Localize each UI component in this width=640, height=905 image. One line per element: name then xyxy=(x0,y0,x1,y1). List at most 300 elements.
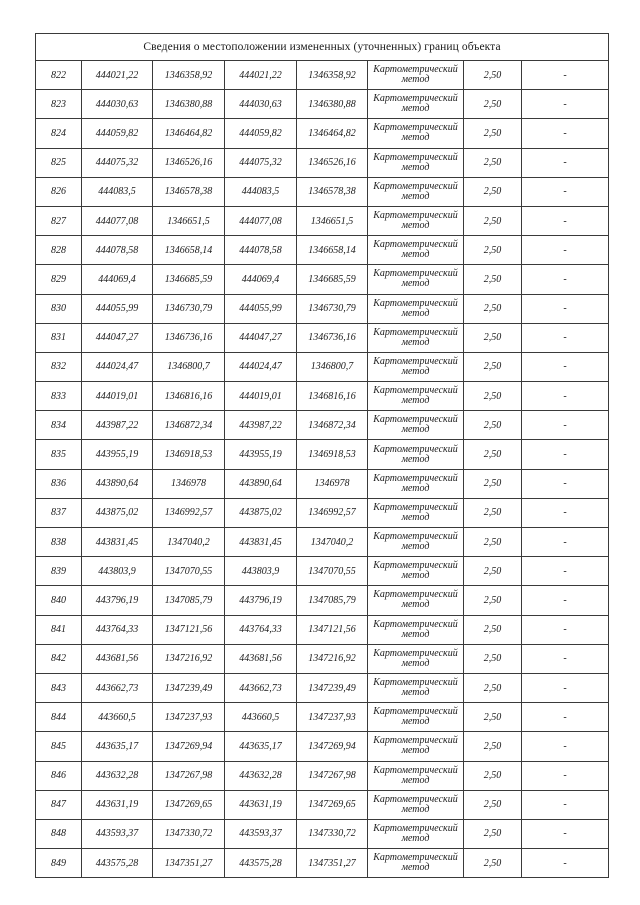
note-cell: - xyxy=(522,761,609,790)
accuracy-cell: 2,50 xyxy=(464,294,522,323)
existing-y-cell: 1347085,79 xyxy=(153,586,225,615)
existing-y-cell: 1347330,72 xyxy=(153,819,225,848)
updated-x-cell: 443593,37 xyxy=(225,819,297,848)
updated-x-cell: 444021,22 xyxy=(225,61,297,90)
accuracy-cell: 2,50 xyxy=(464,236,522,265)
method-cell xyxy=(368,352,464,381)
existing-x-cell: 443593,37 xyxy=(82,819,153,848)
note-cell: - xyxy=(522,557,609,586)
existing-y-cell: 1346800,7 xyxy=(153,352,225,381)
updated-x-cell: 443660,5 xyxy=(225,703,297,732)
table-row xyxy=(36,644,609,673)
method-cell xyxy=(368,615,464,644)
point-number-cell: 844 xyxy=(36,703,82,732)
updated-y-cell: 1346872,34 xyxy=(297,411,368,440)
method-cell xyxy=(368,411,464,440)
existing-y-cell: 1347269,65 xyxy=(153,790,225,819)
accuracy-cell: 2,50 xyxy=(464,177,522,206)
existing-y-cell: 1346872,34 xyxy=(153,411,225,440)
updated-x-cell: 444083,5 xyxy=(225,177,297,206)
existing-y-cell: 1346578,38 xyxy=(153,177,225,206)
point-number-cell: 830 xyxy=(36,294,82,323)
existing-x-cell: 444030,63 xyxy=(82,90,153,119)
note-cell: - xyxy=(522,323,609,352)
updated-x-cell: 443662,73 xyxy=(225,673,297,702)
existing-x-cell: 443803,9 xyxy=(82,557,153,586)
note-cell: - xyxy=(522,90,609,119)
updated-y-cell: 1346658,14 xyxy=(297,236,368,265)
method-line-1: Картометрический xyxy=(373,210,458,222)
method-cell xyxy=(368,498,464,527)
updated-y-cell: 1346736,16 xyxy=(297,323,368,352)
method-cell xyxy=(368,148,464,177)
note-cell: - xyxy=(522,644,609,673)
updated-x-cell: 444075,32 xyxy=(225,148,297,177)
method-cell xyxy=(368,849,464,878)
table-row xyxy=(36,440,609,469)
table-title: Сведения о местоположении измененных (уточненных) границ объекта xyxy=(36,34,609,61)
existing-y-cell: 1347239,49 xyxy=(153,673,225,702)
method-line-2: метод xyxy=(401,424,430,436)
point-number-cell: 833 xyxy=(36,382,82,411)
existing-x-cell: 443875,02 xyxy=(82,498,153,527)
method-line-1: Картометрический xyxy=(373,852,458,864)
accuracy-cell: 2,50 xyxy=(464,644,522,673)
existing-x-cell: 443796,19 xyxy=(82,586,153,615)
accuracy-cell: 2,50 xyxy=(464,440,522,469)
point-number-cell: 829 xyxy=(36,265,82,294)
existing-x-cell: 444078,58 xyxy=(82,236,153,265)
note-cell: - xyxy=(522,732,609,761)
accuracy-cell: 2,50 xyxy=(464,790,522,819)
accuracy-cell: 2,50 xyxy=(464,615,522,644)
method-line-1: Картометрический xyxy=(373,735,458,747)
method-line-1: Картометрический xyxy=(373,443,458,455)
method-line-2: метод xyxy=(401,336,430,348)
updated-y-cell: 1347070,55 xyxy=(297,557,368,586)
table-row xyxy=(36,586,609,615)
accuracy-cell: 2,50 xyxy=(464,411,522,440)
existing-x-cell: 443635,17 xyxy=(82,732,153,761)
existing-x-cell: 443681,56 xyxy=(82,644,153,673)
method-line-1: Картометрический xyxy=(373,793,458,805)
method-line-2: метод xyxy=(401,482,430,494)
point-number-cell: 849 xyxy=(36,849,82,878)
accuracy-cell: 2,50 xyxy=(464,206,522,235)
note-cell: - xyxy=(522,673,609,702)
note-cell: - xyxy=(522,849,609,878)
updated-y-cell: 1347216,92 xyxy=(297,644,368,673)
note-cell: - xyxy=(522,411,609,440)
updated-y-cell: 1347237,93 xyxy=(297,703,368,732)
method-line-2: метод xyxy=(401,395,430,407)
point-number-cell: 827 xyxy=(36,206,82,235)
method-line-1: Картометрический xyxy=(373,93,458,105)
existing-x-cell: 444075,32 xyxy=(82,148,153,177)
method-line-2: метод xyxy=(401,774,430,786)
accuracy-cell: 2,50 xyxy=(464,323,522,352)
note-cell: - xyxy=(522,498,609,527)
method-cell xyxy=(368,90,464,119)
updated-y-cell: 1347351,27 xyxy=(297,849,368,878)
note-cell: - xyxy=(522,440,609,469)
method-line-2: метод xyxy=(401,687,430,699)
point-number-cell: 824 xyxy=(36,119,82,148)
method-line-1: Картометрический xyxy=(373,618,458,630)
point-number-cell: 826 xyxy=(36,177,82,206)
method-line-2: метод xyxy=(401,657,430,669)
method-line-1: Картометрический xyxy=(373,122,458,134)
accuracy-cell: 2,50 xyxy=(464,90,522,119)
method-line-1: Картометрический xyxy=(373,531,458,543)
updated-y-cell: 1346651,5 xyxy=(297,206,368,235)
existing-y-cell: 1347121,56 xyxy=(153,615,225,644)
existing-y-cell: 1346658,14 xyxy=(153,236,225,265)
method-cell xyxy=(368,761,464,790)
point-number-cell: 840 xyxy=(36,586,82,615)
note-cell: - xyxy=(522,615,609,644)
point-number-cell: 823 xyxy=(36,90,82,119)
method-cell xyxy=(368,644,464,673)
method-line-1: Картометрический xyxy=(373,589,458,601)
method-line-1: Картометрический xyxy=(373,472,458,484)
accuracy-cell: 2,50 xyxy=(464,673,522,702)
table-row xyxy=(36,703,609,732)
updated-x-cell: 443632,28 xyxy=(225,761,297,790)
method-line-2: метод xyxy=(401,132,430,144)
note-cell: - xyxy=(522,177,609,206)
existing-y-cell: 1347267,98 xyxy=(153,761,225,790)
point-number-cell: 838 xyxy=(36,528,82,557)
method-line-1: Картометрический xyxy=(373,560,458,572)
table-row xyxy=(36,615,609,644)
point-number-cell: 846 xyxy=(36,761,82,790)
table-row xyxy=(36,119,609,148)
updated-y-cell: 1347239,49 xyxy=(297,673,368,702)
method-cell xyxy=(368,236,464,265)
method-cell xyxy=(368,819,464,848)
existing-x-cell: 444069,4 xyxy=(82,265,153,294)
updated-y-cell: 1347040,2 xyxy=(297,528,368,557)
method-line-1: Картометрический xyxy=(373,764,458,776)
updated-y-cell: 1347330,72 xyxy=(297,819,368,848)
note-cell: - xyxy=(522,294,609,323)
method-line-1: Картометрический xyxy=(373,822,458,834)
updated-y-cell: 1346464,82 xyxy=(297,119,368,148)
method-line-2: метод xyxy=(401,599,430,611)
existing-y-cell: 1346464,82 xyxy=(153,119,225,148)
existing-y-cell: 1347070,55 xyxy=(153,557,225,586)
method-line-2: метод xyxy=(401,832,430,844)
updated-y-cell: 1347267,98 xyxy=(297,761,368,790)
method-line-2: метод xyxy=(401,716,430,728)
note-cell: - xyxy=(522,790,609,819)
method-cell xyxy=(368,294,464,323)
method-cell xyxy=(368,586,464,615)
point-number-cell: 825 xyxy=(36,148,82,177)
updated-y-cell: 1346992,57 xyxy=(297,498,368,527)
note-cell: - xyxy=(522,819,609,848)
point-number-cell: 842 xyxy=(36,644,82,673)
table-row xyxy=(36,761,609,790)
method-line-2: метод xyxy=(401,74,430,86)
existing-y-cell: 1347237,93 xyxy=(153,703,225,732)
method-line-2: метод xyxy=(401,307,430,319)
method-line-1: Картометрический xyxy=(373,151,458,163)
method-cell xyxy=(368,673,464,702)
table-row xyxy=(36,352,609,381)
method-line-1: Картометрический xyxy=(373,297,458,309)
table-row xyxy=(36,323,609,352)
accuracy-cell: 2,50 xyxy=(464,586,522,615)
accuracy-cell: 2,50 xyxy=(464,849,522,878)
existing-x-cell: 443890,64 xyxy=(82,469,153,498)
method-line-2: метод xyxy=(401,278,430,290)
method-line-1: Картометрический xyxy=(373,355,458,367)
existing-y-cell: 1346918,53 xyxy=(153,440,225,469)
table-body xyxy=(36,34,609,878)
updated-y-cell: 1347121,56 xyxy=(297,615,368,644)
method-cell xyxy=(368,732,464,761)
method-line-1: Картометрический xyxy=(373,64,458,76)
point-number-cell: 832 xyxy=(36,352,82,381)
point-number-cell: 835 xyxy=(36,440,82,469)
method-cell xyxy=(368,61,464,90)
method-line-2: метод xyxy=(401,249,430,261)
existing-y-cell: 1346730,79 xyxy=(153,294,225,323)
updated-y-cell: 1346380,88 xyxy=(297,90,368,119)
updated-x-cell: 443681,56 xyxy=(225,644,297,673)
note-cell: - xyxy=(522,352,609,381)
updated-y-cell: 1346978 xyxy=(297,469,368,498)
method-line-2: метод xyxy=(401,803,430,815)
method-cell xyxy=(368,265,464,294)
table-row xyxy=(36,498,609,527)
updated-x-cell: 444024,47 xyxy=(225,352,297,381)
method-cell xyxy=(368,557,464,586)
updated-x-cell: 443631,19 xyxy=(225,790,297,819)
note-cell: - xyxy=(522,528,609,557)
existing-x-cell: 443660,5 xyxy=(82,703,153,732)
existing-x-cell: 444077,08 xyxy=(82,206,153,235)
updated-x-cell: 444019,01 xyxy=(225,382,297,411)
accuracy-cell: 2,50 xyxy=(464,819,522,848)
method-line-1: Картометрический xyxy=(373,501,458,513)
method-line-2: метод xyxy=(401,220,430,232)
note-cell: - xyxy=(522,119,609,148)
updated-y-cell: 1346918,53 xyxy=(297,440,368,469)
existing-x-cell: 443662,73 xyxy=(82,673,153,702)
updated-y-cell: 1347269,65 xyxy=(297,790,368,819)
existing-y-cell: 1346526,16 xyxy=(153,148,225,177)
method-cell xyxy=(368,206,464,235)
updated-x-cell: 444077,08 xyxy=(225,206,297,235)
updated-x-cell: 444030,63 xyxy=(225,90,297,119)
method-cell xyxy=(368,382,464,411)
existing-x-cell: 443764,33 xyxy=(82,615,153,644)
method-line-2: метод xyxy=(401,161,430,173)
table-row xyxy=(36,528,609,557)
updated-x-cell: 443890,64 xyxy=(225,469,297,498)
updated-x-cell: 444069,4 xyxy=(225,265,297,294)
point-number-cell: 822 xyxy=(36,61,82,90)
method-line-2: метод xyxy=(401,103,430,115)
existing-x-cell: 444024,47 xyxy=(82,352,153,381)
table-row xyxy=(36,732,609,761)
method-line-2: метод xyxy=(401,745,430,757)
table-row xyxy=(36,236,609,265)
method-cell xyxy=(368,703,464,732)
table-row xyxy=(36,148,609,177)
existing-x-cell: 443575,28 xyxy=(82,849,153,878)
table-row xyxy=(36,382,609,411)
updated-y-cell: 1347269,94 xyxy=(297,732,368,761)
existing-x-cell: 444055,99 xyxy=(82,294,153,323)
note-cell: - xyxy=(522,236,609,265)
method-line-1: Картометрический xyxy=(373,414,458,426)
table-row xyxy=(36,61,609,90)
point-number-cell: 831 xyxy=(36,323,82,352)
point-number-cell: 839 xyxy=(36,557,82,586)
method-cell xyxy=(368,469,464,498)
updated-y-cell: 1347085,79 xyxy=(297,586,368,615)
existing-y-cell: 1346358,92 xyxy=(153,61,225,90)
note-cell: - xyxy=(522,61,609,90)
existing-x-cell: 444059,82 xyxy=(82,119,153,148)
accuracy-cell: 2,50 xyxy=(464,528,522,557)
table-row xyxy=(36,673,609,702)
method-line-1: Картометрический xyxy=(373,706,458,718)
method-line-2: метод xyxy=(401,511,430,523)
note-cell: - xyxy=(522,382,609,411)
method-line-2: метод xyxy=(401,628,430,640)
note-cell: - xyxy=(522,586,609,615)
existing-x-cell: 443831,45 xyxy=(82,528,153,557)
point-number-cell: 845 xyxy=(36,732,82,761)
updated-x-cell: 443575,28 xyxy=(225,849,297,878)
method-line-1: Картометрический xyxy=(373,268,458,280)
updated-y-cell: 1346730,79 xyxy=(297,294,368,323)
accuracy-cell: 2,50 xyxy=(464,352,522,381)
note-cell: - xyxy=(522,469,609,498)
point-number-cell: 828 xyxy=(36,236,82,265)
accuracy-cell: 2,50 xyxy=(464,382,522,411)
point-number-cell: 843 xyxy=(36,673,82,702)
accuracy-cell: 2,50 xyxy=(464,119,522,148)
accuracy-cell: 2,50 xyxy=(464,265,522,294)
note-cell: - xyxy=(522,265,609,294)
existing-y-cell: 1346685,59 xyxy=(153,265,225,294)
updated-y-cell: 1346816,16 xyxy=(297,382,368,411)
updated-x-cell: 444078,58 xyxy=(225,236,297,265)
table-row xyxy=(36,557,609,586)
point-number-cell: 841 xyxy=(36,615,82,644)
existing-y-cell: 1346736,16 xyxy=(153,323,225,352)
updated-x-cell: 444059,82 xyxy=(225,119,297,148)
accuracy-cell: 2,50 xyxy=(464,469,522,498)
updated-x-cell: 443803,9 xyxy=(225,557,297,586)
method-line-2: метод xyxy=(401,541,430,553)
method-cell xyxy=(368,323,464,352)
existing-x-cell: 443987,22 xyxy=(82,411,153,440)
method-line-2: метод xyxy=(401,190,430,202)
existing-y-cell: 1347269,94 xyxy=(153,732,225,761)
updated-x-cell: 443635,17 xyxy=(225,732,297,761)
existing-x-cell: 444083,5 xyxy=(82,177,153,206)
existing-x-cell: 444019,01 xyxy=(82,382,153,411)
updated-y-cell: 1346358,92 xyxy=(297,61,368,90)
updated-y-cell: 1346685,59 xyxy=(297,265,368,294)
existing-x-cell: 444047,27 xyxy=(82,323,153,352)
table-row xyxy=(36,177,609,206)
existing-y-cell: 1346651,5 xyxy=(153,206,225,235)
accuracy-cell: 2,50 xyxy=(464,148,522,177)
table-row xyxy=(36,294,609,323)
point-number-cell: 837 xyxy=(36,498,82,527)
table-row xyxy=(36,90,609,119)
existing-y-cell: 1346816,16 xyxy=(153,382,225,411)
accuracy-cell: 2,50 xyxy=(464,703,522,732)
title-row xyxy=(36,34,609,61)
existing-y-cell: 1347216,92 xyxy=(153,644,225,673)
method-line-2: метод xyxy=(401,453,430,465)
updated-x-cell: 443987,22 xyxy=(225,411,297,440)
existing-x-cell: 443632,28 xyxy=(82,761,153,790)
method-cell xyxy=(368,440,464,469)
point-number-cell: 847 xyxy=(36,790,82,819)
table-row xyxy=(36,790,609,819)
updated-x-cell: 443831,45 xyxy=(225,528,297,557)
accuracy-cell: 2,50 xyxy=(464,61,522,90)
method-line-1: Картометрический xyxy=(373,180,458,192)
table-row xyxy=(36,469,609,498)
point-number-cell: 836 xyxy=(36,469,82,498)
updated-x-cell: 443764,33 xyxy=(225,615,297,644)
method-line-2: метод xyxy=(401,862,430,874)
table-row xyxy=(36,265,609,294)
updated-y-cell: 1346578,38 xyxy=(297,177,368,206)
accuracy-cell: 2,50 xyxy=(464,761,522,790)
coordinates-table xyxy=(35,33,609,878)
existing-x-cell: 443631,19 xyxy=(82,790,153,819)
table-row xyxy=(36,206,609,235)
existing-y-cell: 1346978 xyxy=(153,469,225,498)
updated-x-cell: 444047,27 xyxy=(225,323,297,352)
existing-y-cell: 1346992,57 xyxy=(153,498,225,527)
existing-y-cell: 1346380,88 xyxy=(153,90,225,119)
method-cell xyxy=(368,119,464,148)
note-cell: - xyxy=(522,206,609,235)
existing-x-cell: 443955,19 xyxy=(82,440,153,469)
updated-y-cell: 1346526,16 xyxy=(297,148,368,177)
method-cell xyxy=(368,528,464,557)
method-line-1: Картометрический xyxy=(373,385,458,397)
method-cell xyxy=(368,177,464,206)
updated-x-cell: 444055,99 xyxy=(225,294,297,323)
method-line-1: Картометрический xyxy=(373,326,458,338)
updated-y-cell: 1346800,7 xyxy=(297,352,368,381)
method-line-2: метод xyxy=(401,365,430,377)
method-line-1: Картометрический xyxy=(373,677,458,689)
accuracy-cell: 2,50 xyxy=(464,557,522,586)
method-cell xyxy=(368,790,464,819)
method-line-1: Картометрический xyxy=(373,647,458,659)
method-line-2: метод xyxy=(401,570,430,582)
method-line-1: Картометрический xyxy=(373,239,458,251)
updated-x-cell: 443796,19 xyxy=(225,586,297,615)
updated-x-cell: 443955,19 xyxy=(225,440,297,469)
point-number-cell: 834 xyxy=(36,411,82,440)
